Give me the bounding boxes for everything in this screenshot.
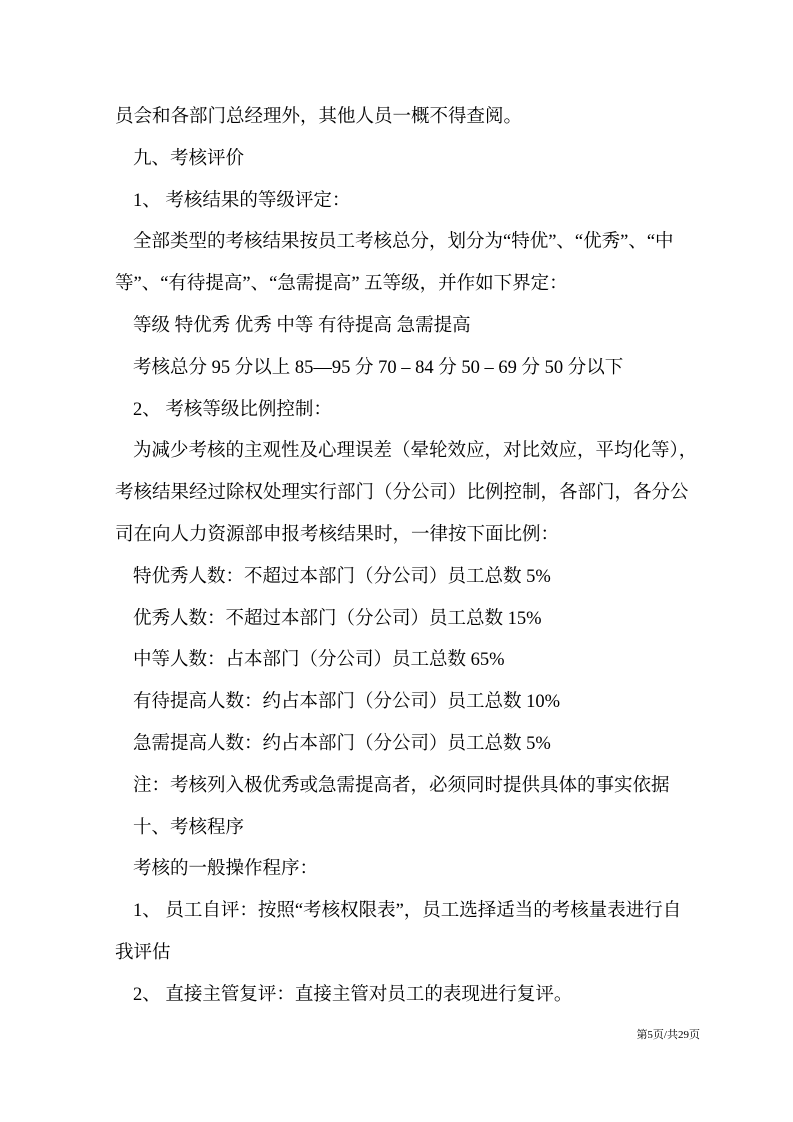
- paragraph-line: 考核的一般操作程序：: [133, 859, 319, 880]
- paragraph-line: 中等人数：占本部门（分公司）员工总数 65%: [133, 650, 505, 671]
- paragraph-line: 有待提高人数：约占本部门（分公司）员工总数 10%: [133, 692, 561, 713]
- paragraph-line: 等”、“有待提高”、“急需提高” 五等级，并作如下界定：: [115, 274, 568, 295]
- paragraph-line: 为减少考核的主观性及心理误差（晕轮效应，对比效应，平均化等），: [133, 441, 698, 462]
- paragraph-line: 我评估: [115, 943, 171, 963]
- paragraph-line: 急需提高人数：约占本部门（分公司）员工总数 5%: [133, 734, 551, 754]
- page-number-footer: 第5页/共29页: [636, 1029, 700, 1041]
- paragraph-line: 全部类型的考核结果按员工考核总分，划分为“特优”、“优秀”、“中: [133, 232, 674, 253]
- paragraph-line: 等级 特优秀 优秀 中等 有待提高 急需提高: [133, 316, 471, 336]
- paragraph-line: 2、 考核等级比例控制：: [133, 399, 332, 420]
- paragraph-line: 1、 员工自评：按照“考核权限表”，员工选择适当的考核量表进行自: [133, 901, 682, 922]
- paragraph-line: 2、 直接主管复评：直接主管对员工的表现进行复评。: [133, 984, 573, 1005]
- paragraph-line: 考核结果经过除权处理实行部门（分公司）比例控制，各部门，各分公: [115, 483, 689, 504]
- paragraph-line: 司在向人力资源部申报考核结果时，一律按下面比例：: [115, 525, 560, 545]
- paragraph-line: 考核总分 95 分以上 85—95 分 70 – 84 分 50 – 69 分 50 分以下: [133, 357, 624, 378]
- paragraph-line: 九、考核评价: [133, 148, 245, 169]
- paragraph-line: 注：考核列入极优秀或急需提高者，必须同时提供具体的事实依据: [133, 775, 670, 796]
- paragraph-line: 员会和各部门总经理外，其他人员一概不得查阅。: [115, 107, 523, 127]
- paragraph-line: 优秀人数：不超过本部门（分公司）员工总数 15%: [133, 608, 542, 629]
- paragraph-line: 十、考核程序: [133, 817, 245, 838]
- paragraph-line: 1、 考核结果的等级评定：: [133, 190, 351, 211]
- paragraph-line: 特优秀人数：不超过本部门（分公司）员工总数 5%: [133, 566, 551, 587]
